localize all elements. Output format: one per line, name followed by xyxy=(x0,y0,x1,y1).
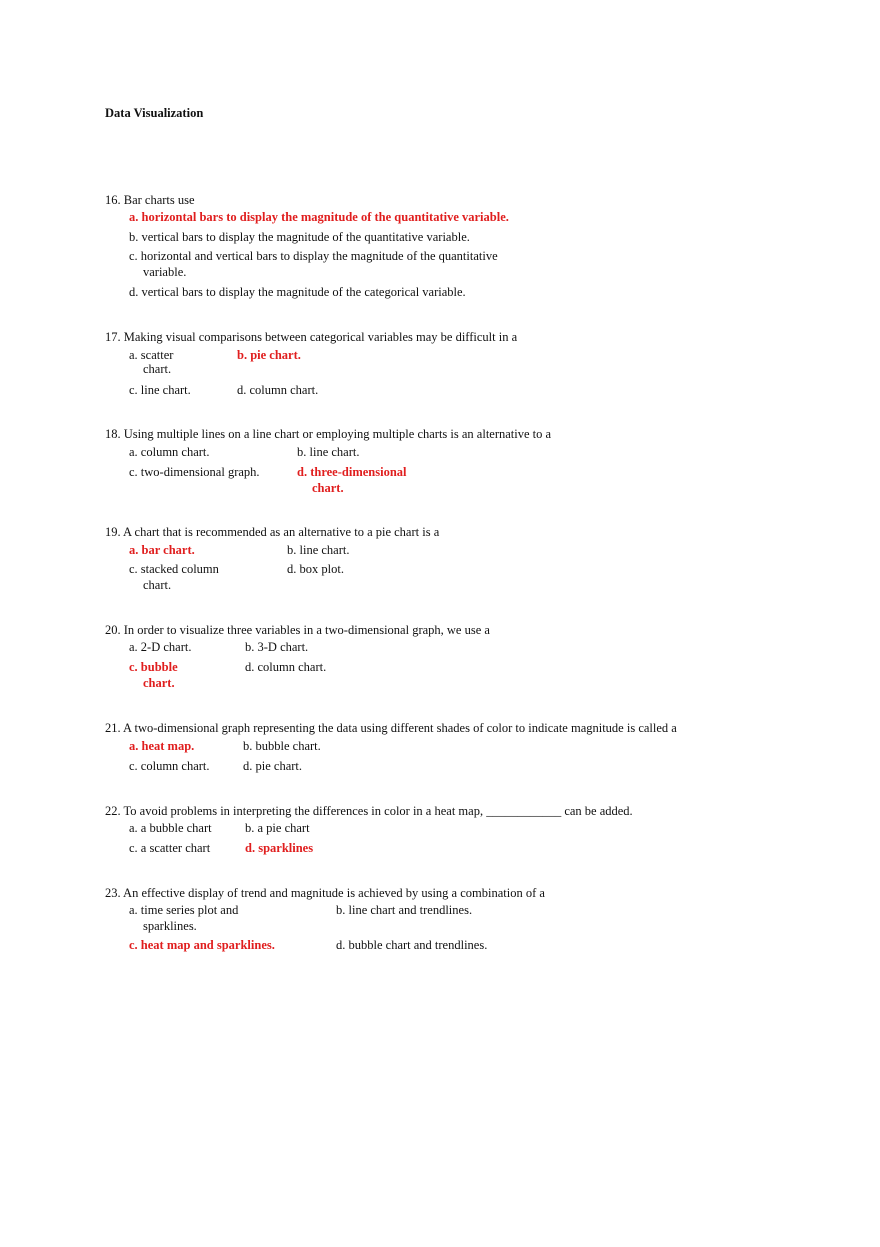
question-stem: 17. Making visual comparisons between categorical variables may be difficult in a xyxy=(105,330,518,344)
answer-option: c. two-dimensional graph. xyxy=(129,465,260,479)
answer-option: a. column chart. xyxy=(129,445,210,459)
answer-option: b. line chart and trendlines. xyxy=(336,903,473,917)
answer-option: d. bubble chart and trendlines. xyxy=(336,938,488,952)
answer-option: a. time series plot and xyxy=(129,903,239,917)
answer-option-continuation: chart. xyxy=(143,578,172,592)
answer-option: d. pie chart. xyxy=(243,759,303,773)
answer-option: d. vertical bars to display the magnitude of the categorical variable. xyxy=(129,285,466,299)
answer-option-correct: a. bar chart. xyxy=(129,543,195,557)
question-stem: 22. To avoid problems in interpreting the differences in color in a heat map, ____________ can be added. xyxy=(105,804,633,818)
answer-option: c. stacked column xyxy=(129,562,219,576)
answer-option: c. column chart. xyxy=(129,759,210,773)
answer-option-continuation: sparklines. xyxy=(143,919,197,933)
answer-option: b. 3-D chart. xyxy=(245,640,309,654)
answer-option: b. line chart. xyxy=(287,543,350,557)
answer-option: a. scatter xyxy=(129,348,174,362)
answer-option: d. column chart. xyxy=(245,660,327,674)
answer-option: c. line chart. xyxy=(129,383,191,397)
question-stem: 20. In order to visualize three variables in a two-dimensional graph, we use a xyxy=(105,623,490,637)
answer-option: b. a pie chart xyxy=(245,821,310,835)
answer-option-correct: d. three-dimensional xyxy=(297,465,407,479)
answer-option-continuation: variable. xyxy=(143,265,187,279)
answer-option: c. a scatter chart xyxy=(129,841,211,855)
answer-option: b. bubble chart. xyxy=(243,739,321,753)
page-title: Data Visualization xyxy=(105,106,204,120)
answer-option-continuation: chart. xyxy=(312,481,344,495)
answer-option-correct: b. pie chart. xyxy=(237,348,301,362)
answer-option: a. 2-D chart. xyxy=(129,640,192,654)
answer-option-correct: d. sparklines xyxy=(245,841,314,855)
answer-option-continuation: chart. xyxy=(143,362,172,376)
question-stem: 19. A chart that is recommended as an alternative to a pie chart is a xyxy=(105,525,440,539)
question-stem: 23. An effective display of trend and magnitude is achieved by using a combination of a xyxy=(105,886,545,900)
answer-option: a. a bubble chart xyxy=(129,821,212,835)
answer-option-correct: a. heat map. xyxy=(129,739,195,753)
answer-option: d. box plot. xyxy=(287,562,344,576)
question-stem: 21. A two-dimensional graph representing the data using different shades of color to indicate magnitude is called a xyxy=(105,721,677,735)
answer-option-correct: a. horizontal bars to display the magnitude of the quantitative variable. xyxy=(129,210,509,224)
answer-option-correct: c. heat map and sparklines. xyxy=(129,938,275,952)
question-stem: 16. Bar charts use xyxy=(105,193,195,207)
answer-option: d. column chart. xyxy=(237,383,319,397)
answer-option-continuation: chart. xyxy=(143,676,175,690)
answer-option-correct: c. bubble xyxy=(129,660,178,674)
answer-option: c. horizontal and vertical bars to display the magnitude of the quantitative xyxy=(129,249,498,263)
question-stem: 18. Using multiple lines on a line chart or employing multiple charts is an alternative to a xyxy=(105,427,552,441)
answer-option: b. vertical bars to display the magnitude of the quantitative variable. xyxy=(129,230,470,244)
answer-option: b. line chart. xyxy=(297,445,360,459)
